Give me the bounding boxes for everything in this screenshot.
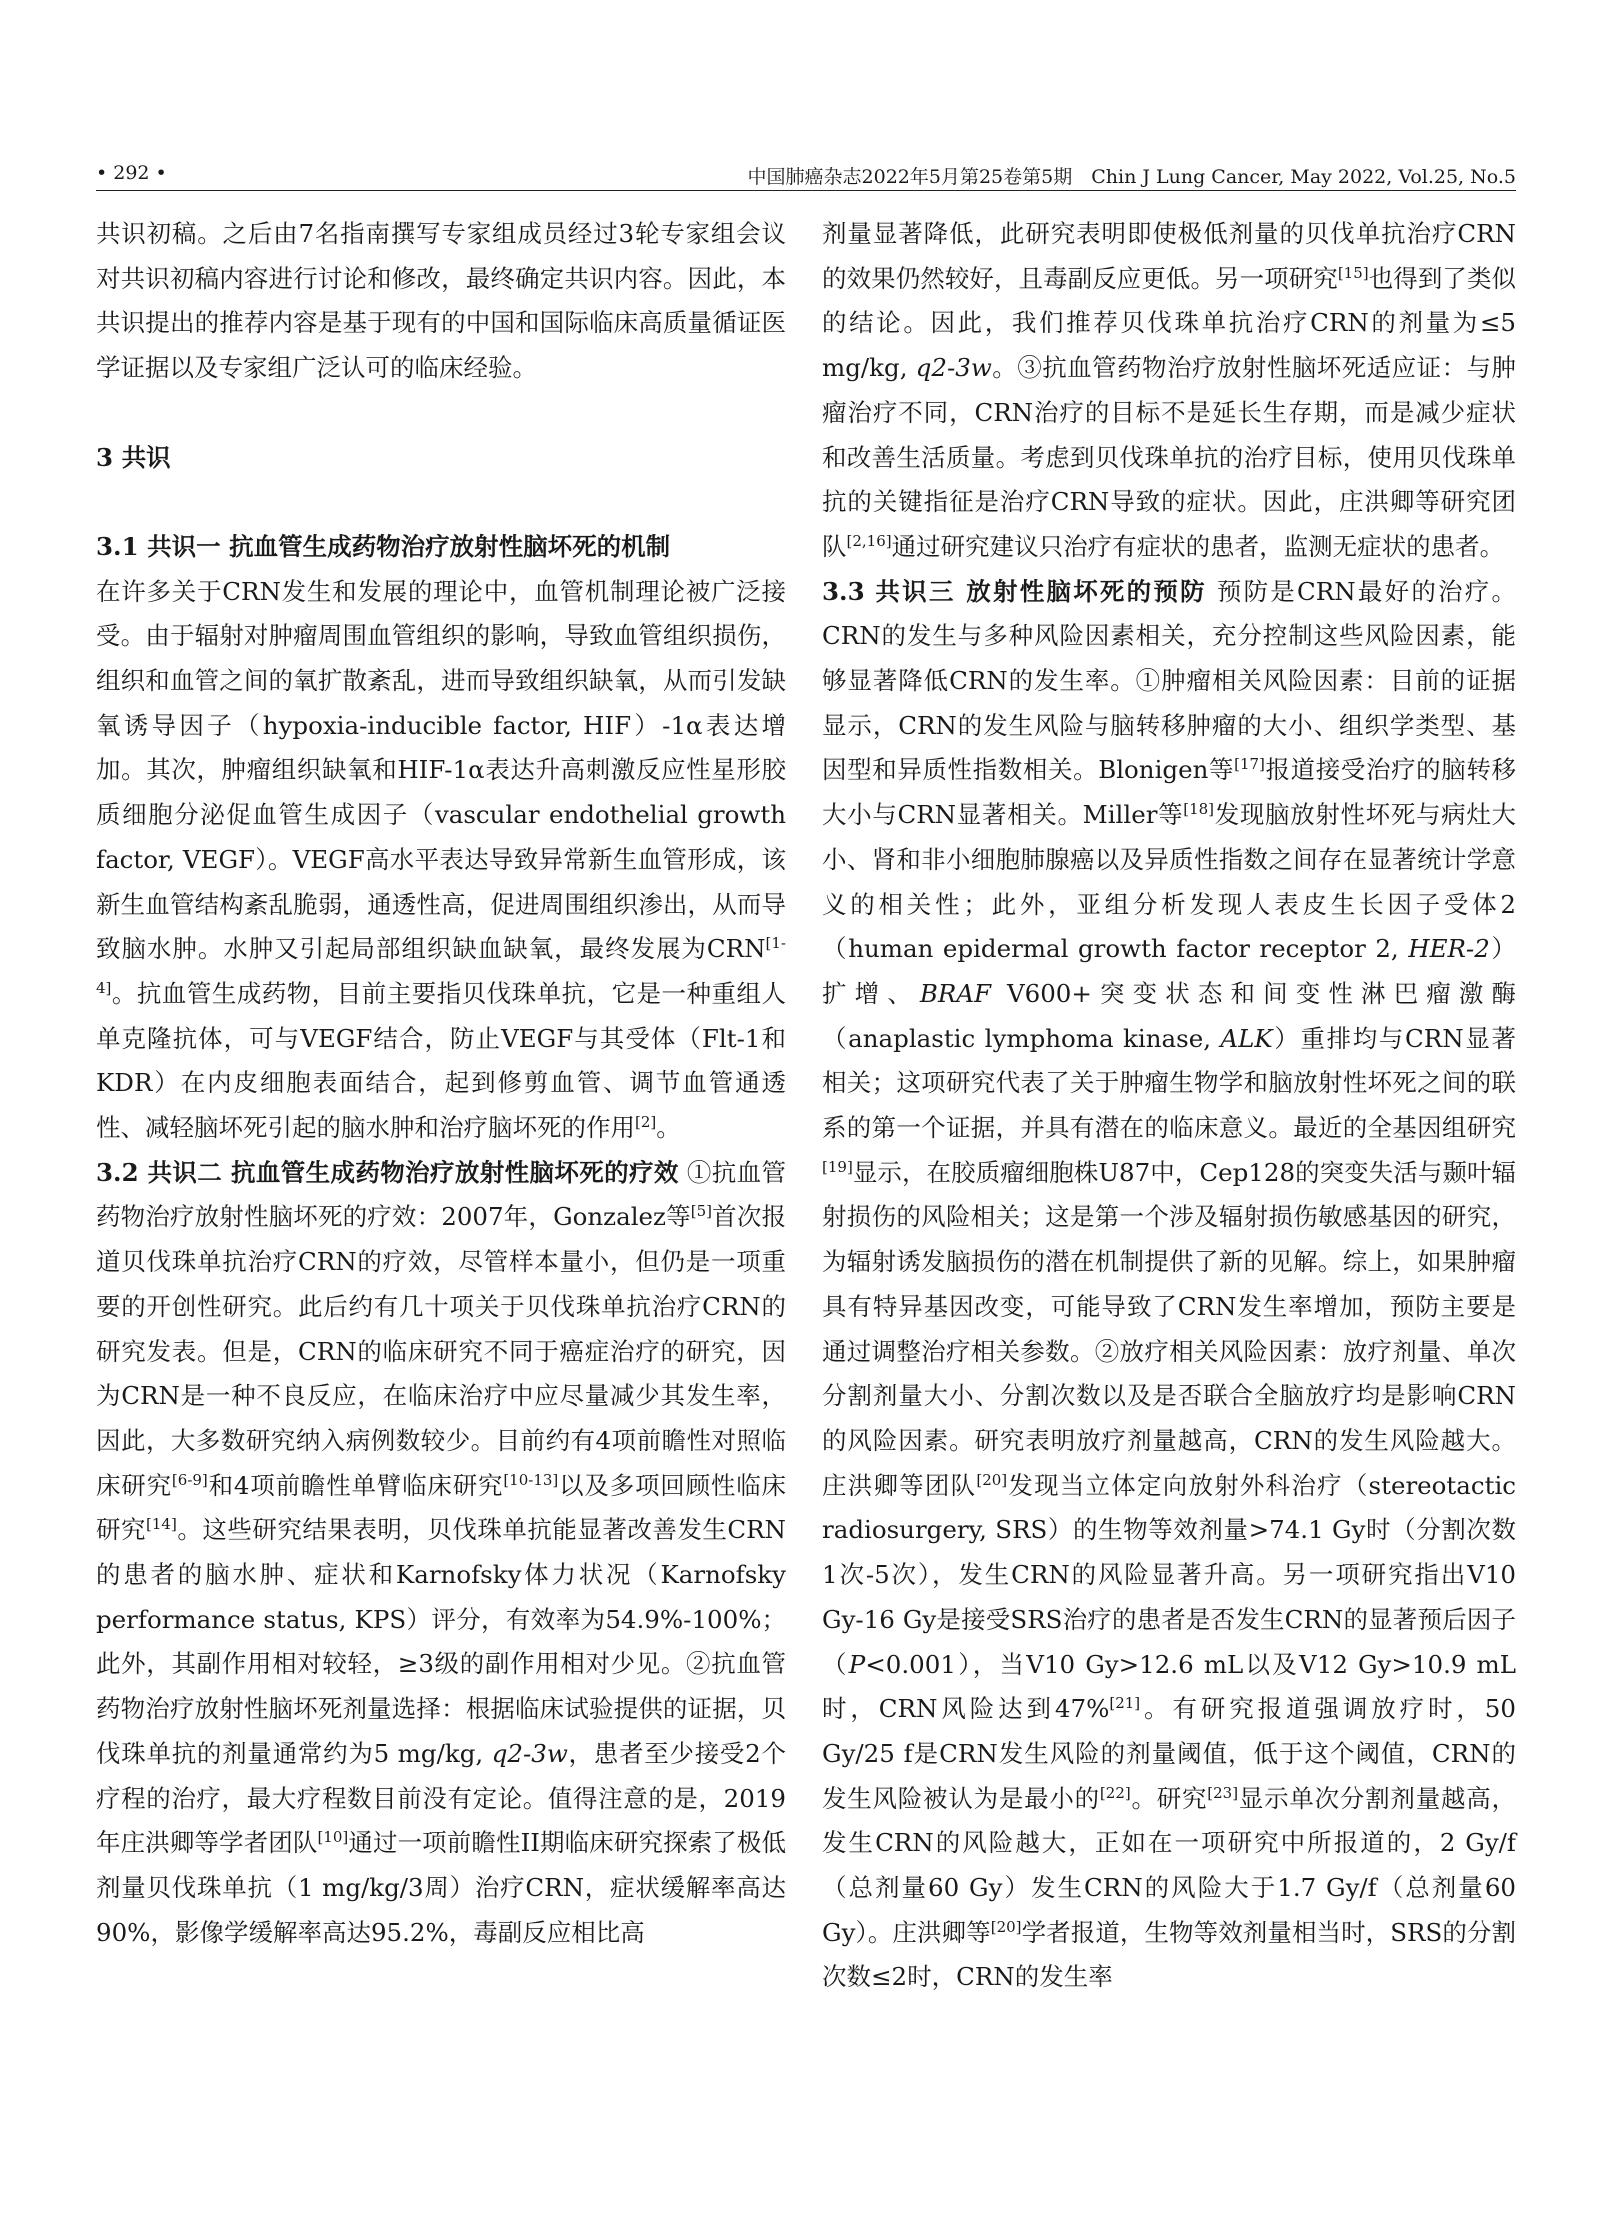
citation: [23] [1207, 1783, 1239, 1802]
gene-name: ALK [1220, 1023, 1273, 1053]
citation: [19] [822, 1157, 853, 1176]
section-3-3-text: 发现当立体定向放射外科治疗（stereotactic radiosurgery, SRS）的生物等效剂量>74.1 Gy时（分割次数1次-5次），发生CRN的风险显著升高。另一项研究指出V10 Gy-16 Gy是接受SRS治疗的患者是否发生CRN的显著预后因子（ [822, 1470, 1517, 1679]
section-heading: 3 共识 [96, 442, 171, 472]
section-3-2-text: 通过一项前瞻性II期临床研究探索了极低剂量贝伐珠单抗（1 mg/kg/3周）治疗CRN，症状缓解率高达90%，影像学缓解率高达95.2%，毒副反应相比高 [96, 1828, 787, 1947]
continued-text: 也得到了类似的结论。因此，我们推荐贝伐珠单抗治疗CRN的剂量为≤5 mg/kg, [822, 263, 1517, 383]
section-3-2 [96, 1151, 786, 1956]
section-3-2-text: ，患者至少接受2个疗程的治疗，最大疗程数目前没有定论。值得注意的是，2019年庄洪卿等学者团队 [96, 1738, 786, 1858]
section-3-3-text: V600+突变状态和间变性淋巴瘤激酶（anaplastic lymphoma kinase, [822, 978, 1517, 1053]
left-column [96, 212, 786, 1955]
citation: [18] [1183, 799, 1215, 818]
citation: [6-9] [171, 1470, 208, 1489]
right-column [822, 212, 1516, 2000]
citation: [1-4] [96, 934, 786, 997]
running-header [96, 160, 1516, 191]
citation: [15] [1337, 263, 1369, 282]
section-3-1 [96, 525, 786, 1151]
intro-paragraph: 共识初稿。之后由7名指南撰写专家组成员经过3轮专家组会议对共识初稿内容进行讨论和修改，最终确定共识内容。因此，本共识提出的推荐内容是基于现有的中国和国际临床高质量循证医学证据以及专家组广泛认可的临床经验。 [96, 219, 786, 383]
section-3-3-text: ）扩增、 [822, 934, 1517, 1008]
section-3-3 [822, 570, 1516, 2001]
section-3-3-text: 显示，在胶质瘤细胞株U87中，Cep128的突变失活与颞叶辐射损伤的风险相关；这是第一个涉及辐射损伤敏感基因的研究，为辐射诱发脑损伤的潜在机制提供了新的见解。综上，如果肿瘤具有特异基因改变，可能导致了CRN发生率增加，预防主要是通过调整治疗相关参数。②放疗相关风险因素：放疗剂量、单次分割剂量大小、分割次数以及是否联合全脑放疗均是影响CRN的风险因素。研究表明放疗剂量越高，CRN的发生风险越大。庄洪卿等团队 [822, 1157, 1516, 1500]
journal-citation-line: 中国肺癌杂志2022年5月第25卷第5期 Chin J Lung Cancer, May 2022, Vol.25, No.5 [747, 166, 1516, 188]
continued-text: 。③抗血管药物治疗放射性脑坏死适应证：与肿瘤治疗不同，CRN治疗的目标不是延长生存期，而是减少症状和改善生活质量。考虑到贝伐珠单抗的治疗目标，使用贝伐珠单抗的关键指征是治疗CRN导致的症状。因此，庄洪卿等研究团队 [822, 353, 1516, 561]
section-3-3-text: 报道接受治疗的脑转移大小与CRN显著相关。Miller等 [822, 755, 1517, 830]
p-value-symbol: P [848, 1649, 866, 1679]
section-3-3-text: 。研究 [1130, 1783, 1208, 1813]
section-3-3-text: 显示单次分割剂量越高，发生CRN的风险越大，正如在一项研究中所报道的，2 Gy/f（总剂量60 Gy）发生CRN的风险大于1.7 Gy/f（总剂量60 Gy）。庄洪卿等 [822, 1783, 1516, 1947]
citation: [10-13] [503, 1470, 559, 1489]
citation: [17] [1234, 755, 1265, 774]
gene-name: HER-2 [1408, 934, 1490, 964]
section-3-2-text: ①抗血管药物治疗放射性脑坏死的疗效：2007年，Gonzalez等 [96, 1157, 786, 1232]
section-3-3-text: ）重排均与CRN显著相关；这项研究代表了关于肿瘤生物学和脑放射性坏死之间的联系的第一个证据，并具有潜在的临床意义。最近的全基因组研究 [822, 1023, 1516, 1143]
citation: [10] [317, 1828, 349, 1847]
dosing-schedule: q2-3w [915, 353, 992, 383]
section-3-3-text: 学者报道，生物等效剂量相当时，SRS的分割次数≤2时，CRN的发生率 [822, 1917, 1517, 1992]
citation: [20] [990, 1917, 1022, 1936]
section-3-2-text: 首次报道贝伐珠单抗治疗CRN的疗效，尽管样本量小，但仍是一项重要的开创性研究。此后约有几十项关于贝伐珠单抗治疗CRN的研究发表。但是，CRN的临床研究不同于癌症治疗的研究，因为CRN是一种不良反应，在临床治疗中应尽量减少其发生率，因此，大多数研究纳入病例数较少。目前约有4项前瞻性对照临床研究 [96, 1202, 786, 1500]
continued-text: 通过研究建议只治疗有症状的患者，监测无症状的患者。 [891, 531, 1505, 561]
section-3-1-text: 。 [656, 1113, 681, 1143]
page-number: • 292 • [96, 162, 167, 184]
section-3-1-heading: 3.1 共识一 抗血管生成药物治疗放射性脑坏死的机制 [96, 531, 671, 561]
dosing-schedule: q2-3w [491, 1738, 568, 1768]
citation: [22] [1099, 1783, 1131, 1802]
section-3-2-text: 。这些研究结果表明，贝伐珠单抗能显著改善发生CRN的患者的脑水肿、症状和Karnofsky体力状况（Karnofsky performance status, KPS）评分，有效率为54.9%-100%；此外，其副作用相对较轻，≥3级的副作用相对少见。②抗血管药物治疗放射性脑坏死剂量选择：根据临床试验提供的证据，贝伐珠单抗的剂量通常约为5 mg/kg, [96, 1515, 786, 1768]
gene-name: BRAF [919, 978, 992, 1008]
citation: [14] [146, 1515, 177, 1534]
citation: [21] [1109, 1694, 1141, 1713]
citation: [5] [690, 1202, 713, 1221]
section-3-3-heading: 3.3 共识三 放射性脑坏死的预防 [822, 576, 1207, 606]
section-3-3-text: 预防是CRN最好的治疗。CRN的发生与多种风险因素相关，充分控制这些风险因素，能够显著降低CRN的发生率。①肿瘤相关风险因素：目前的证据显示，CRN的发生风险与脑转移肿瘤的大小、组织学类型、基因型和异质性指数相关。Blonigen等 [822, 576, 1516, 785]
section-3-2-text: 以及多项回顾性临床研究 [96, 1470, 787, 1545]
section-3-2-continued [822, 212, 1516, 570]
section-3-2-heading: 3.2 共识二 抗血管生成药物治疗放射性脑坏死的疗效 [96, 1157, 679, 1187]
section-3-1-text: 在许多关于CRN发生和发展的理论中，血管机制理论被广泛接受。由于辐射对肿瘤周围血管组织的影响，导致血管组织损伤，组织和血管之间的氧扩散紊乱，进而导致组织缺氧，从而引发缺氧诱导因子（hypoxia-inducible factor, HIF）-1α表达增加。其次，肿瘤组织缺氧和HIF-1α表达升高刺激反应性星形胶质细胞分泌促血管生成因子（vascular endothelial growth factor, VEGF）。VEGF高水平表达导致异常新生血管形成，该新生血管结构紊乱脆弱，通透性高，促进周围组织渗出，从而导致脑水肿。水肿又引起局部组织缺血缺氧，最终发展为CRN [96, 576, 786, 964]
continued-text: 剂量显著降低，此研究表明即使极低剂量的贝伐单抗治疗CRN的效果仍然较好，且毒副反应更低。另一项研究 [822, 219, 1516, 293]
section-3-2-text: 和4项前瞻性单臂临床研究 [207, 1470, 504, 1500]
section-3-3-text: 。有研究报道强调放疗时，50 Gy/25 f是CRN发生风险的剂量阈值，低于这个阈值，CRN的发生风险被认为是最小的 [822, 1694, 1516, 1813]
citation: [20] [976, 1470, 1008, 1489]
section-3-3-text: <0.001），当V10 Gy>12.6 mL以及V12 Gy>10.9 mL时，CRN风险达到47% [822, 1649, 1517, 1724]
section-3-3-text: 发现脑放射性坏死与病灶大小、肾和非小细胞肺腺癌以及异质性指数之间存在显著统计学意义的相关性；此外，亚组分析发现人表皮生长因子受体2（human epidermal growth factor receptor 2, [822, 800, 1516, 964]
citation: [2] [635, 1112, 657, 1131]
section-3-1-text: 。抗血管生成药物，目前主要指贝伐珠单抗，它是一种重组人单克隆抗体，可与VEGF结合，防止VEGF与其受体（Flt-1和KDR）在内皮细胞表面结合，起到修剪血管、调节血管通透性、减轻脑坏死引起的脑水肿和治疗脑坏死的作用 [96, 978, 786, 1143]
citation: [2,16] [846, 531, 892, 550]
